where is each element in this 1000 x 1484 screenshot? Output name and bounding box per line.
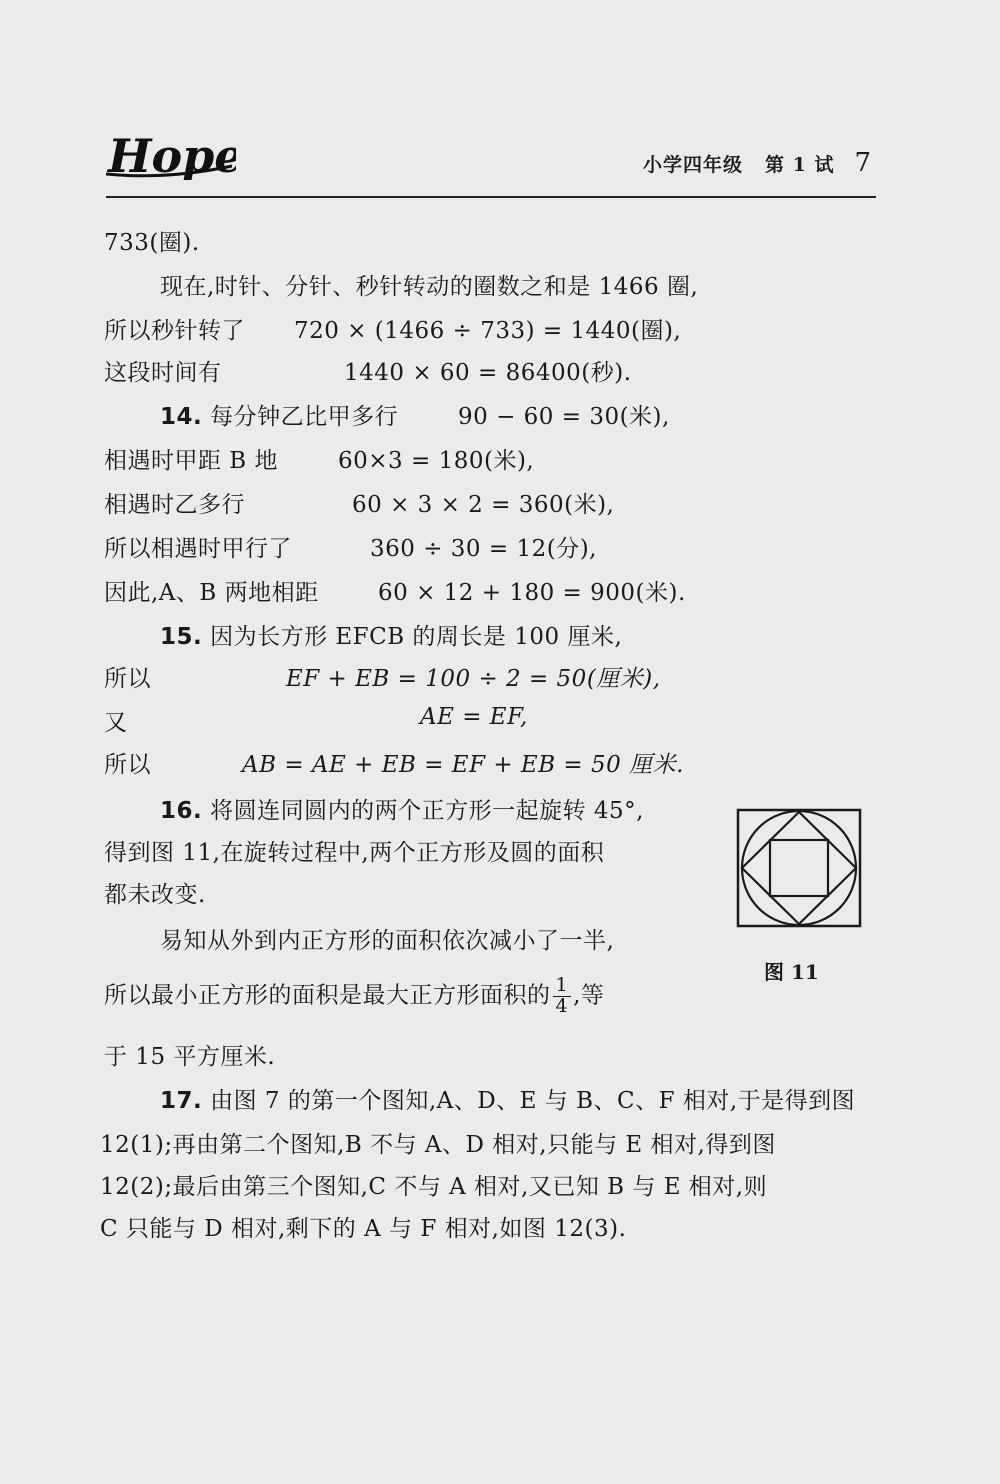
problem-number: 17. [160,1088,203,1114]
line-label: 每分钟乙比甲多行 [210,404,399,430]
text-line [160,618,622,651]
equation: 1440 × 60 = 86400(秒). [344,360,632,386]
fraction-denominator: 4 [555,994,569,1017]
equation: 90 − 60 = 30(米), [458,404,670,430]
text-line [104,442,535,475]
text-line: 易知从外到内正方形的面积依次减小了一半, [160,928,615,954]
text-line [160,398,670,431]
text-line: 于 15 平方厘米. [104,1044,276,1070]
header-grade: 小学四年级 [642,154,743,176]
problem-number: 14. [160,404,203,430]
line-label: 所以 [104,666,151,692]
line-text: 所以最小正方形的面积是最大正方形面积的 [104,982,551,1009]
page-number: 7 [854,148,872,178]
text-line [160,1082,855,1115]
line-label: 所以 [104,752,151,778]
text-line: 都未改变. [104,882,206,908]
running-header [643,148,872,178]
text-line: C 只能与 D 相对,剩下的 A 与 F 相对,如图 12(3). [100,1216,627,1242]
publisher-logo [106,128,236,184]
line-label: 相遇时甲距 B 地 [104,448,279,474]
text-line: 733(圈). [104,230,200,256]
text-line [160,792,644,825]
text-line [104,354,632,387]
logo-text: Hope [108,129,236,180]
text-line [104,574,686,607]
fraction-numerator: 1 [553,976,572,997]
line-text: 将圆连同圆内的两个正方形一起旋转 45°, [210,798,644,824]
line-label: 所以相遇时甲行了 [104,536,292,562]
problem-number: 16. [160,798,203,824]
text-line [104,704,528,737]
equation: 60 × 3 × 2 = 360(米), [352,492,615,518]
header-exam: 第 1 试 [765,154,835,176]
equation: AE = EF, [420,704,528,730]
text-line: 12(2);最后由第三个图知,C 不与 A 相对,又已知 B 与 E 相对,则 [100,1174,768,1200]
circle [742,811,856,925]
equation: 360 ÷ 30 = 12(分), [370,536,597,562]
equation: EF + EB = 100 ÷ 2 = 50(厘米), [286,666,661,692]
equation: 720 × (1466 ÷ 733) = 1440(圈), [294,318,682,344]
fraction [553,976,572,1017]
figure-11 [736,808,862,932]
line-label: 这段时间有 [104,360,222,386]
line-text: 因为长方形 EFCB 的周长是 100 厘米, [210,624,623,650]
outer-square [738,810,860,926]
problem-number: 15. [160,624,203,650]
text-line [104,746,684,779]
line-label: 因此,A、B 两地相距 [104,580,319,606]
text-line [104,312,682,345]
text-line [104,660,661,693]
text-line [104,486,615,519]
figure-11-drawing [736,808,862,928]
equation: 60 × 12 + 180 = 900(米). [378,580,686,606]
line-label: 所以秒针转了 [104,318,245,344]
text-line [104,976,604,1017]
line-text: 由图 7 的第一个图知,A、D、E 与 B、C、F 相对,于是得到图 [210,1088,856,1114]
text-line [104,530,597,563]
line-label: 又 [104,710,128,736]
inner-square [770,840,828,896]
text-line: 12(1);再由第二个图知,B 不与 A、D 相对,只能与 E 相对,得到图 [100,1132,776,1158]
text-line: 得到图 11,在旋转过程中,两个正方形及圆的面积 [104,840,605,866]
figure-caption: 图 11 [764,960,819,984]
equation: AB = AE + EB = EF + EB = 50 厘米. [242,752,684,778]
line-label: 相遇时乙多行 [104,492,245,518]
header-rule [106,196,876,198]
equation: 60×3 = 180(米), [338,448,535,474]
line-text: ,等 [573,982,605,1009]
text-line: 现在,时针、分针、秒针转动的圈数之和是 1466 圈, [160,274,699,300]
